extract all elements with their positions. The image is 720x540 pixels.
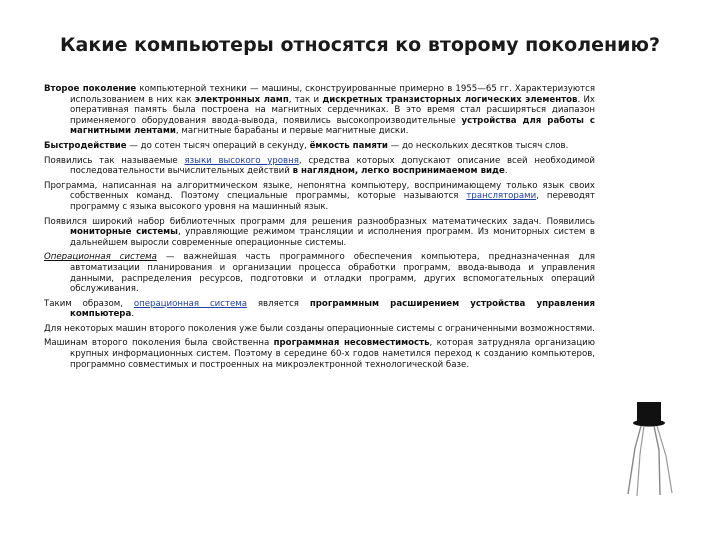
paragraph-performance — [44, 141, 595, 152]
paragraph-limited-os — [44, 324, 595, 335]
text: . — [131, 309, 134, 320]
term-magnetic-tape-devices: устройства для работы с магнитными лентами — [70, 115, 596, 137]
term-speed: Быстродействие — [44, 140, 127, 151]
text: , переводят программу с языка высокого уровня на машинный язык. — [70, 191, 595, 212]
paragraph-incompatibility — [44, 338, 595, 370]
term-control-extension: программным расширением устройства управления компьютера — [70, 298, 596, 320]
text: Программа, написанная на алгоритмическом языке, непонятна компьютеру, воспринимающему только язык своих собственных команд. Поэтому специальные программы, которые называются — [44, 180, 595, 202]
term-transistor-elements: дискретных транзисторных логических элементов — [322, 94, 578, 105]
paragraph-operating-system — [44, 252, 595, 294]
text: — до нескольких десятков тысяч слов. — [387, 140, 569, 151]
term-visual-form: в наглядном, легко воспринимаемом виде — [292, 166, 505, 177]
text: Машинам второго поколения была свойственна — [44, 338, 274, 349]
text: , которая затрудняла организацию крупных информационных систем. Поэтому в середине 60-х годов наметился переход к созданию компьютеров, программно совместимых и построенных на микроэлектронной технологической базе. — [70, 338, 595, 370]
term-monitor-systems: мониторные системы — [70, 227, 178, 238]
text: Для некоторых машин второго поколения уже были созданы операционные системы с ограниченными возможностями. — [44, 323, 595, 334]
term-operating-system: Операционная система — [44, 252, 157, 263]
term-software-incompatibility: программная несовместимость — [273, 338, 430, 349]
text: . — [504, 166, 508, 177]
text: — до сотен тысяч операций в секунду, — [126, 140, 310, 151]
page-title: Какие компьютеры относятся ко второму поколению? — [60, 34, 660, 56]
text: компьютерной техники — машины, сконструированные примерно в 1955—65 гг. Характеризуются использованием в них как — [70, 84, 595, 105]
paragraph-high-level-languages — [44, 156, 595, 177]
link-translators[interactable]: трансляторами — [466, 191, 537, 202]
text: , так и — [288, 94, 323, 105]
text: , магнитные барабаны и первые магнитные диски. — [175, 126, 409, 137]
link-high-level-languages[interactable]: языки высокого уровня — [184, 155, 299, 166]
term-vacuum-tubes: электронных ламп — [194, 94, 289, 105]
text: . Их оперативная память была построена на магнитных сердечниках. В это время стал расширяться диапазон применяемого оборудования ввода-вывода, появились высокопроизводительные — [70, 94, 596, 126]
top-hat-legs-icon — [620, 398, 678, 498]
text: является — [247, 298, 310, 309]
text: Появился широкий набор библиотечных программ для решения разнообразных математических задач. Появились — [44, 216, 595, 227]
paragraph-second-generation — [44, 84, 595, 137]
paragraph-translators — [44, 181, 595, 213]
text: , средства которых допускают описание всей необходимой последовательности вычислительных действий — [70, 155, 595, 177]
text: Таким образом, — [44, 298, 134, 309]
document-body — [44, 84, 595, 374]
text: , управляющие режимом трансляции и исполнения программ. Из мониторных систем в дальнейшем выросли современные операционные системы. — [70, 227, 595, 248]
text: Появились так называемые — [44, 155, 185, 166]
link-operating-system[interactable]: операционная система — [133, 298, 248, 309]
paragraph-monitor-systems — [44, 217, 595, 249]
term-memory-capacity: ёмкость памяти — [309, 140, 388, 151]
text: — важнейшая часть программного обеспечения компьютера, предназначенная для автоматизации планирования и организации процесса обработки программ, ввода-вывода и управления данными, распределения ресурсов, подготовки и отладки программ, других вспомогательных операций обслуживания. — [70, 252, 595, 295]
term-second-generation: Второе поколение — [44, 84, 137, 94]
paragraph-os-extension — [44, 299, 595, 320]
